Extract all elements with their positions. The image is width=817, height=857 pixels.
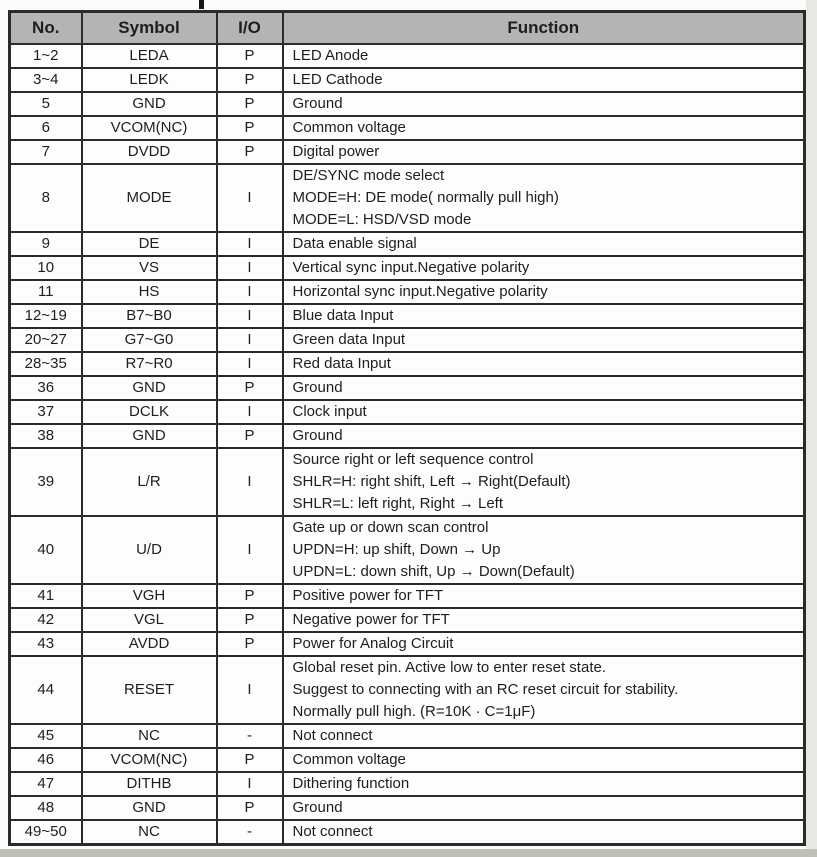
cell-io: I xyxy=(217,516,283,584)
function-line: LED Anode xyxy=(292,47,369,64)
function-line: Digital power xyxy=(292,143,380,160)
cell-no: 42 xyxy=(10,608,82,632)
table-row xyxy=(10,140,805,164)
cell-no: 48 xyxy=(10,796,82,820)
cell-function xyxy=(283,656,805,724)
cell-symbol: U/D xyxy=(82,516,217,584)
cell-symbol: DE xyxy=(82,232,217,256)
cell-no: 9 xyxy=(10,232,82,256)
cell-symbol: DCLK xyxy=(82,400,217,424)
cell-io: I xyxy=(217,280,283,304)
cell-function xyxy=(283,516,805,584)
table-row xyxy=(10,376,805,400)
cell-function xyxy=(283,400,805,424)
function-line: Clock input xyxy=(292,403,367,420)
cell-symbol: HS xyxy=(82,280,217,304)
cell-function xyxy=(283,44,805,68)
cell-function xyxy=(283,724,805,748)
cell-symbol: VGH xyxy=(82,584,217,608)
cell-io: P xyxy=(217,44,283,68)
table-row xyxy=(10,448,805,516)
cell-no: 36 xyxy=(10,376,82,400)
cell-symbol: G7~G0 xyxy=(82,328,217,352)
cell-no: 49~50 xyxy=(10,820,82,845)
cell-no: 7 xyxy=(10,140,82,164)
function-line: Power for Analog Circuit xyxy=(292,635,454,652)
header-row xyxy=(10,12,805,45)
function-line: Ground xyxy=(292,799,343,816)
table-row xyxy=(10,280,805,304)
table-row xyxy=(10,796,805,820)
cell-io: I xyxy=(217,656,283,724)
cell-io: I xyxy=(217,164,283,232)
cell-symbol: VGL xyxy=(82,608,217,632)
cell-function xyxy=(283,748,805,772)
cell-symbol: AVDD xyxy=(82,632,217,656)
column-header-symbol: Symbol xyxy=(82,12,217,45)
cell-symbol: B7~B0 xyxy=(82,304,217,328)
cell-symbol: MODE xyxy=(82,164,217,232)
cell-function xyxy=(283,92,805,116)
function-line: Not connect xyxy=(292,727,373,744)
cell-symbol: LEDA xyxy=(82,44,217,68)
cell-function xyxy=(283,608,805,632)
cell-function xyxy=(283,328,805,352)
function-line: Red data Input xyxy=(292,355,391,372)
function-line: Vertical sync input.Negative polarity xyxy=(292,259,530,276)
table-row xyxy=(10,608,805,632)
table-row xyxy=(10,656,805,724)
cell-function xyxy=(283,68,805,92)
cell-symbol: GND xyxy=(82,424,217,448)
cell-symbol: L/R xyxy=(82,448,217,516)
scan-edge-bottom xyxy=(0,849,817,857)
cell-no: 38 xyxy=(10,424,82,448)
cell-symbol: GND xyxy=(82,376,217,400)
function-line: MODE=H: DE mode( normally pull high) xyxy=(292,189,559,206)
table-row xyxy=(10,724,805,748)
cell-no: 12~19 xyxy=(10,304,82,328)
function-line: Green data Input xyxy=(292,331,406,348)
table-row xyxy=(10,748,805,772)
table-row xyxy=(10,820,805,845)
table-row xyxy=(10,400,805,424)
function-line: Negative power for TFT xyxy=(292,611,450,628)
cell-io: I xyxy=(217,772,283,796)
function-line: UPDN=L: down shift, Up → Down(Default) xyxy=(292,563,575,580)
cell-io: P xyxy=(217,68,283,92)
cell-symbol: GND xyxy=(82,92,217,116)
cell-io: P xyxy=(217,140,283,164)
column-header-no: No. xyxy=(10,12,82,45)
cell-function xyxy=(283,772,805,796)
cell-no: 1~2 xyxy=(10,44,82,68)
cell-symbol: R7~R0 xyxy=(82,352,217,376)
cell-no: 20~27 xyxy=(10,328,82,352)
table-row xyxy=(10,232,805,256)
cell-no: 46 xyxy=(10,748,82,772)
cell-function xyxy=(283,632,805,656)
cell-io: I xyxy=(217,352,283,376)
cell-io: I xyxy=(217,448,283,516)
function-line: UPDN=H: up shift, Down → Up xyxy=(292,541,501,558)
function-line: Source right or left sequence control xyxy=(292,451,534,468)
cell-function xyxy=(283,820,805,845)
table-row xyxy=(10,584,805,608)
cell-io: P xyxy=(217,796,283,820)
table-row xyxy=(10,328,805,352)
cell-function xyxy=(283,304,805,328)
function-line: Common voltage xyxy=(292,751,406,768)
function-line: Horizontal sync input.Negative polarity xyxy=(292,283,548,300)
table-row xyxy=(10,116,805,140)
cropped-title-text-fragment xyxy=(199,0,204,9)
function-line: MODE=L: HSD/VSD mode xyxy=(292,211,472,228)
table-row xyxy=(10,632,805,656)
table-row xyxy=(10,352,805,376)
function-line: SHLR=L: left right, Right → Left xyxy=(292,495,504,512)
cell-no: 37 xyxy=(10,400,82,424)
cell-io: P xyxy=(217,116,283,140)
function-line: Normally pull high. (R=10K · C=1μF) xyxy=(292,703,536,720)
cell-symbol: NC xyxy=(82,724,217,748)
cell-io: P xyxy=(217,424,283,448)
table-row xyxy=(10,44,805,68)
cell-symbol: VCOM(NC) xyxy=(82,748,217,772)
function-line: LED Cathode xyxy=(292,71,383,88)
cell-symbol: GND xyxy=(82,796,217,820)
table-row xyxy=(10,256,805,280)
function-line: Blue data Input xyxy=(292,307,394,324)
cell-no: 41 xyxy=(10,584,82,608)
cell-io: P xyxy=(217,608,283,632)
cell-no: 6 xyxy=(10,116,82,140)
cell-function xyxy=(283,448,805,516)
function-line: Suggest to connecting with an RC reset circuit for stability. xyxy=(292,681,679,698)
cell-function xyxy=(283,140,805,164)
column-header-function: Function xyxy=(283,12,805,45)
table-row xyxy=(10,164,805,232)
function-line: DE/SYNC mode select xyxy=(292,167,445,184)
cell-io: I xyxy=(217,256,283,280)
table-body xyxy=(10,44,805,845)
cell-symbol: VS xyxy=(82,256,217,280)
function-line: Ground xyxy=(292,427,343,444)
cell-function xyxy=(283,164,805,232)
cell-function xyxy=(283,376,805,400)
cell-io: P xyxy=(217,748,283,772)
function-line: Positive power for TFT xyxy=(292,587,444,604)
cell-no: 39 xyxy=(10,448,82,516)
cell-function xyxy=(283,796,805,820)
cell-symbol: RESET xyxy=(82,656,217,724)
cell-io: P xyxy=(217,632,283,656)
cell-function xyxy=(283,352,805,376)
cell-function xyxy=(283,280,805,304)
cell-no: 28~35 xyxy=(10,352,82,376)
pin-definition-table xyxy=(8,10,806,846)
cell-function xyxy=(283,232,805,256)
cell-io: I xyxy=(217,304,283,328)
cell-function xyxy=(283,424,805,448)
table-row xyxy=(10,516,805,584)
cell-no: 5 xyxy=(10,92,82,116)
function-line: Not connect xyxy=(292,823,373,840)
cell-symbol: DVDD xyxy=(82,140,217,164)
cell-io: I xyxy=(217,232,283,256)
function-line: Global reset pin. Active low to enter reset state. xyxy=(292,659,606,676)
cell-symbol: LEDK xyxy=(82,68,217,92)
cell-symbol: NC xyxy=(82,820,217,845)
table-row xyxy=(10,92,805,116)
cell-io: P xyxy=(217,584,283,608)
cell-no: 8 xyxy=(10,164,82,232)
function-line: Dithering function xyxy=(292,775,410,792)
cell-symbol: VCOM(NC) xyxy=(82,116,217,140)
function-line: Gate up or down scan control xyxy=(292,519,489,536)
scan-edge-right xyxy=(806,0,817,857)
function-line: Ground xyxy=(292,379,343,396)
cell-no: 45 xyxy=(10,724,82,748)
column-header-io: I/O xyxy=(217,12,283,45)
cell-no: 3~4 xyxy=(10,68,82,92)
cell-symbol: DITHB xyxy=(82,772,217,796)
cell-no: 44 xyxy=(10,656,82,724)
table-row xyxy=(10,772,805,796)
function-line: Common voltage xyxy=(292,119,406,136)
table-row xyxy=(10,68,805,92)
cell-io: P xyxy=(217,376,283,400)
cell-no: 40 xyxy=(10,516,82,584)
cell-function xyxy=(283,584,805,608)
cell-io: I xyxy=(217,328,283,352)
cell-no: 43 xyxy=(10,632,82,656)
cell-no: 11 xyxy=(10,280,82,304)
table-row xyxy=(10,304,805,328)
cell-no: 10 xyxy=(10,256,82,280)
table-row xyxy=(10,424,805,448)
function-line: Ground xyxy=(292,95,343,112)
function-line: Data enable signal xyxy=(292,235,417,252)
function-line: SHLR=H: right shift, Left → Right(Default) xyxy=(292,473,571,490)
cell-function xyxy=(283,116,805,140)
cell-io: I xyxy=(217,400,283,424)
cell-function xyxy=(283,256,805,280)
cell-io: - xyxy=(217,820,283,845)
cell-io: - xyxy=(217,724,283,748)
cell-no: 47 xyxy=(10,772,82,796)
cell-io: P xyxy=(217,92,283,116)
